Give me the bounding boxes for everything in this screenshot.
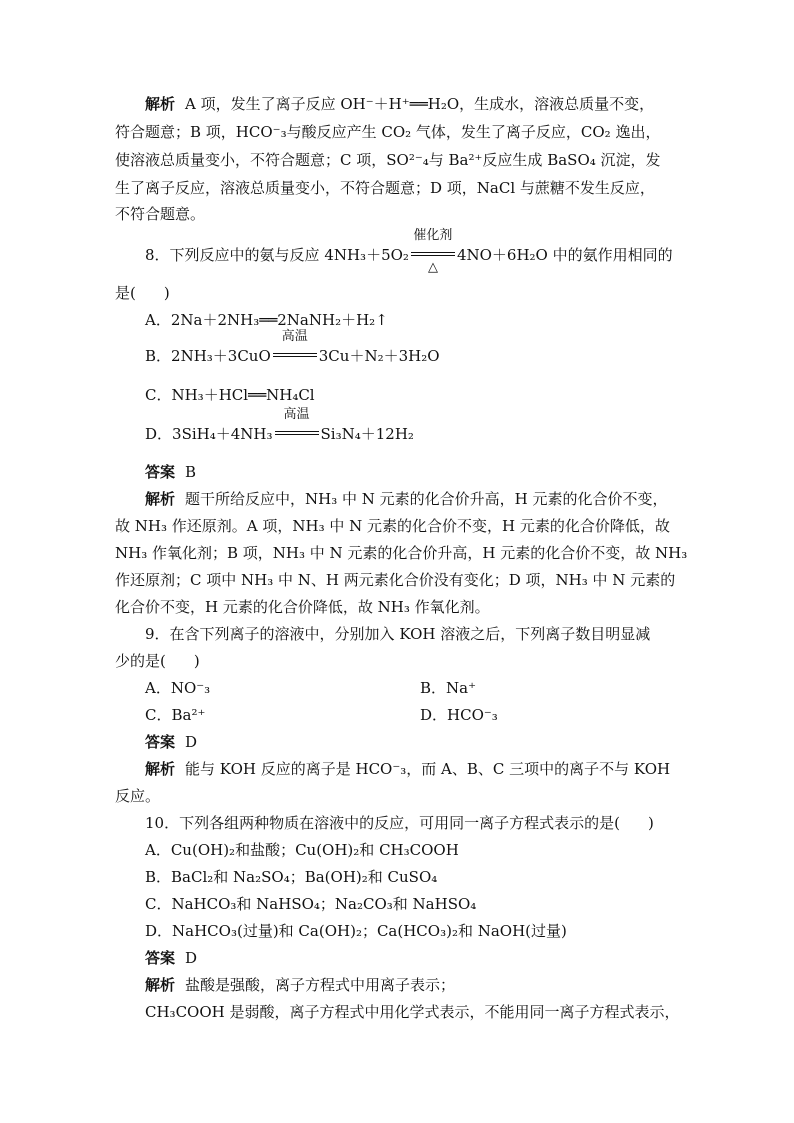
high-temp-arrow: 高温 [271, 346, 319, 366]
analysis-label: 解析 [145, 95, 176, 113]
q8-analysis-line-4: 作还原剂；C 项中 NH₃ 中 N、H 两元素化合价没有变化；D 项，NH₃ 中 N 元素的 [115, 571, 676, 589]
q8-option-c: C．NH₃＋HCl══NH₄Cl [145, 386, 315, 404]
q7-analysis-line-3: 使溶液总质量变小，不符合题意；C 项，SO²⁻₄与 Ba²⁺反应生成 BaSO₄ 沉淀，发 [115, 151, 661, 169]
catalyst-arrow: 催化剂 △ [409, 245, 457, 265]
q10-option-d: D．NaHCO₃(过量)和 Ca(OH)₂；Ca(HCO₃)₂和 NaOH(过量) [145, 922, 567, 940]
q10-analysis-line-2: CH₃COOH 是弱酸，离子方程式中用化学式表示，不能用同一离子方程式表示， [145, 1003, 680, 1021]
q10-stem: 10．下列各组两种物质在溶液中的反应，可用同一离子方程式表示的是( ) [145, 814, 654, 832]
q10-option-a: A．Cu(OH)₂和盐酸；Cu(OH)₂和 CH₃COOH [145, 841, 459, 859]
q9-stem: 9．在含下列离子的溶液中，分别加入 KOH 溶液之后，下列离子数目明显减 [145, 625, 651, 643]
q9-stem-line-2: 少的是( ) [115, 652, 200, 670]
q9-options-row-1 [145, 678, 685, 698]
q10-option-b: B．BaCl₂和 Na₂SO₄；Ba(OH)₂和 CuSO₄ [145, 868, 438, 886]
q9-option-d: D．HCO⁻₃ [420, 706, 498, 724]
q7-analysis-line-2: 符合题意；B 项，HCO⁻₃与酸反应产生 CO₂ 气体，发生了离子反应，CO₂ 逸出， [115, 123, 661, 141]
q9-analysis-line-1: 解析 能与 KOH 反应的离子是 HCO⁻₃，而 A、B、C 三项中的离子不与 KOH [145, 760, 671, 778]
q9-options-row-2 [145, 705, 685, 725]
q7-analysis-line-5: 不符合题意。 [115, 205, 206, 223]
q8-option-d: D．3SiH₄＋4NH₃ 高温 Si₃N₄＋12H₂ [145, 407, 414, 443]
q9-answer: 答案 D [145, 733, 198, 751]
q8-answer: 答案 B [145, 463, 197, 481]
q8-analysis-line-2: 故 NH₃ 作还原剂。A 项，NH₃ 中 N 元素的化合价不变，H 元素的化合价降低，故 [115, 517, 670, 535]
q8-analysis-line-3: NH₃ 作氧化剂；B 项，NH₃ 中 N 元素的化合价升高，H 元素的化合价不变，故 NH₃ [115, 544, 688, 562]
q8-stem: 8．下列反应中的氨与反应 4NH₃＋5O₂ 催化剂 △ 4NO＋6H₂O 中的氨作用相同的 [145, 228, 673, 275]
q9-analysis-line-2: 反应。 [115, 787, 161, 805]
q7-analysis-line-4: 生了离子反应，溶液总质量变小，不符合题意；D 项，NaCl 与蔗糖不发生反应， [115, 179, 655, 197]
q8-analysis-line-1: 解析 题干所给反应中，NH₃ 中 N 元素的化合价升高，H 元素的化合价不变， [145, 490, 668, 508]
q8-stem-line-2: 是( ) [115, 284, 170, 302]
q10-analysis-line-1: 解析 盐酸是强酸，离子方程式中用离子表示； [145, 976, 456, 994]
high-temp-arrow: 高温 [273, 424, 321, 444]
q8-analysis-line-5: 化合价不变，H 元素的化合价降低，故 NH₃ 作氧化剂。 [115, 598, 490, 616]
q10-answer: 答案 D [145, 949, 198, 967]
q9-option-a: A．NO⁻₃ [145, 679, 211, 697]
q10-option-c: C．NaHCO₃和 NaHSO₄；Na₂CO₃和 NaHSO₄ [145, 895, 477, 913]
q9-option-c: C．Ba²⁺ [145, 706, 206, 724]
q8-option-a: A．2Na＋2NH₃══2NaNH₂＋H₂↑ [145, 311, 388, 329]
q9-option-b: B．Na⁺ [420, 679, 477, 697]
q8-option-b: B．2NH₃＋3CuO 高温 3Cu＋N₂＋3H₂O [145, 329, 440, 365]
q7-analysis-line-1: 解析 A 项，发生了离子反应 OH⁻＋H⁺══H₂O，生成水，溶液总质量不变， [145, 95, 655, 113]
